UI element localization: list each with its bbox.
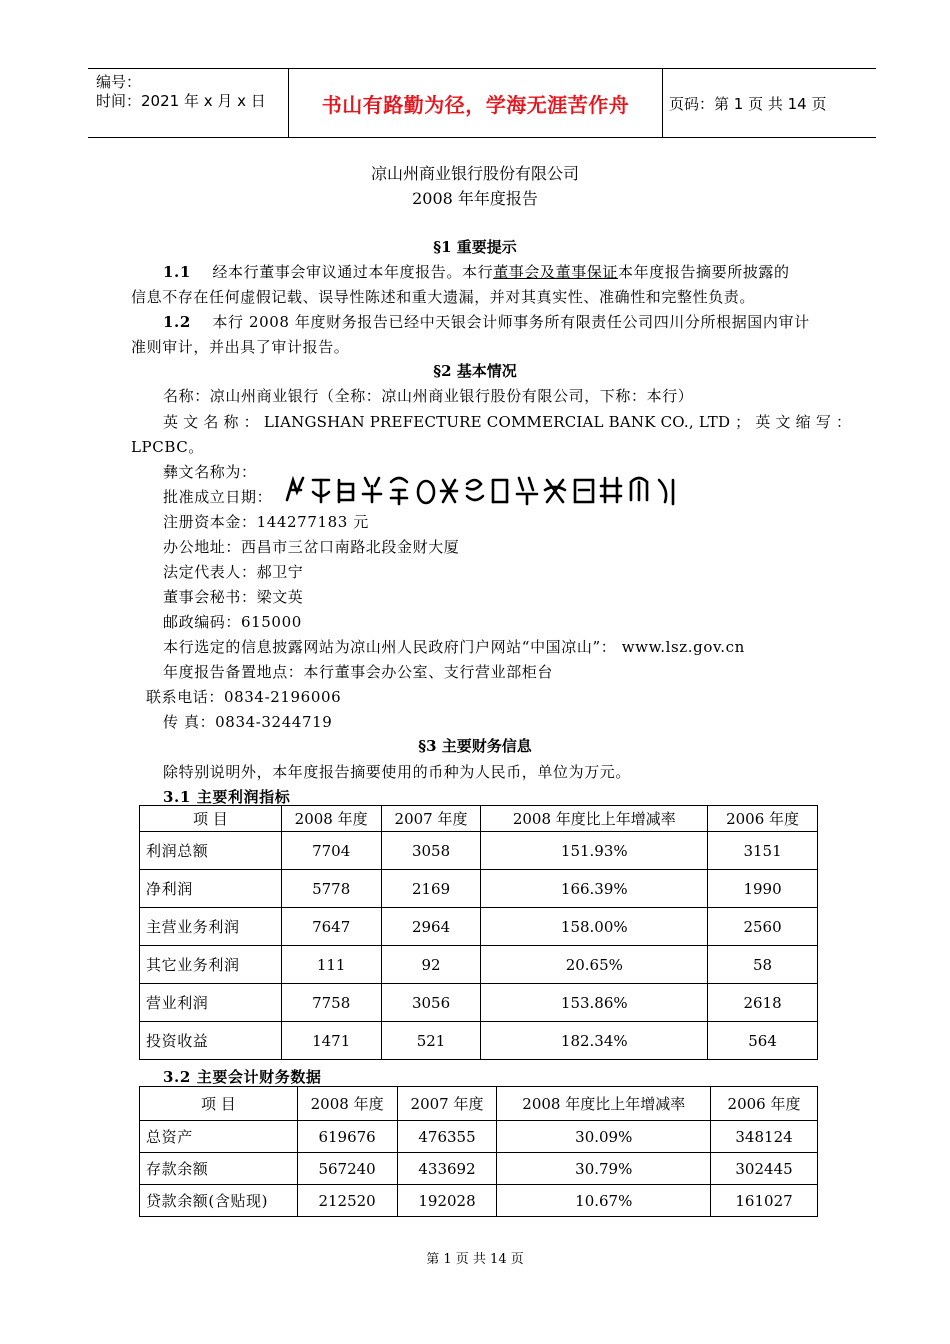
section3-heading: §3 主要财务信息 (418, 737, 532, 755)
table-row (140, 908, 818, 946)
section1-para2-line1 (163, 311, 810, 332)
table-row (140, 984, 818, 1022)
table-cell: 20.65% (481, 946, 708, 984)
column-header: 2006 年度 (708, 806, 818, 832)
section1-para1-line1 (163, 261, 790, 282)
table-row (140, 832, 818, 870)
table-cell: 348124 (711, 1121, 818, 1153)
table-cell: 564 (708, 1022, 818, 1060)
table-row (140, 1153, 818, 1185)
table-cell: 30.09% (497, 1121, 711, 1153)
table-cell: 212520 (297, 1185, 397, 1217)
table-cell: 30.79% (497, 1153, 711, 1185)
table-cell: 7704 (281, 832, 381, 870)
registered-capital-label: 注册资本金： (163, 513, 257, 531)
column-header: 项 目 (140, 806, 282, 832)
table-row (140, 1022, 818, 1060)
table-cell: 58 (708, 946, 818, 984)
table-cell: 2964 (381, 908, 481, 946)
postcode: 邮政编码：615000 (163, 613, 302, 631)
table-cell: 7758 (281, 984, 381, 1022)
page-footer: 第 1 页 共 14 页 (426, 1252, 524, 1267)
column-header: 2007 年度 (397, 1087, 497, 1121)
column-header: 2006 年度 (711, 1087, 818, 1121)
table-cell: 2169 (381, 870, 481, 908)
yi-script-icon (283, 470, 683, 510)
para-number: 1.1 (163, 263, 191, 281)
table-cell: 153.86% (481, 984, 708, 1022)
table-cell: 1990 (708, 870, 818, 908)
table-cell: 161027 (711, 1185, 818, 1217)
row-label: 存款余额 (140, 1153, 298, 1185)
table-header-row (140, 806, 818, 832)
table-cell: 521 (381, 1022, 481, 1060)
page-code: 页码：第 1 页 共 14 页 (669, 94, 827, 113)
english-name-line1: 英 文 名 称 ： LIANGSHAN PREFECTURE COMMERCIAL BANK CO., LTD ； 英 文 缩 写 ： (163, 413, 852, 431)
header-page-cell (661, 69, 876, 137)
header-meta (88, 69, 288, 137)
table-cell: 3056 (381, 984, 481, 1022)
page-header (88, 68, 876, 138)
currency-note: 除特别说明外，本年度报告摘要使用的币种为人民币，单位为万元。 (163, 763, 632, 781)
section2-heading: §2 基本情况 (433, 362, 517, 380)
column-header: 2008 年度比上年增减率 (497, 1087, 711, 1121)
column-header: 项 目 (140, 1087, 298, 1121)
time-label: 时间：2021 年 x 月 x 日 (96, 92, 266, 110)
table-row (140, 870, 818, 908)
table-cell: 3058 (381, 832, 481, 870)
table-cell: 151.93% (481, 832, 708, 870)
column-header: 2008 年度比上年增减率 (481, 806, 708, 832)
section1-para1-line2: 信息不存在任何虚假记载、误导性陈述和重大遗漏，并对其真实性、准确性和完整性负责。 (131, 288, 756, 306)
table-cell: 1471 (281, 1022, 381, 1060)
report-title: 2008 年年度报告 (412, 189, 538, 208)
table-cell: 619676 (297, 1121, 397, 1153)
row-label: 其它业务利润 (140, 946, 282, 984)
section1-heading: §1 重要提示 (433, 238, 517, 256)
row-label: 主营业务利润 (140, 908, 282, 946)
website-info: 本行选定的信息披露网站为凉山州人民政府门户网站“中国凉山”： www.lsz.gov.cn (163, 638, 745, 656)
board-secretary: 董事会秘书：梁文英 (163, 588, 304, 606)
profit-indicators-table (139, 805, 818, 1060)
table-cell: 192028 (397, 1185, 497, 1217)
table-cell: 158.00% (481, 908, 708, 946)
table-cell: 182.34% (481, 1022, 708, 1060)
report-location: 年度报告备置地点：本行董事会办公室、支行营业部柜台 (163, 663, 554, 681)
para-number: 1.2 (163, 313, 191, 331)
row-label: 总资产 (140, 1121, 298, 1153)
table-row (140, 946, 818, 984)
para-text: 经本行董事会审议通过本年度报告。本行 (212, 263, 494, 281)
table-cell: 433692 (397, 1153, 497, 1185)
accounting-data-table (139, 1086, 818, 1217)
table-row (140, 1121, 818, 1153)
table-cell: 111 (281, 946, 381, 984)
table-cell: 166.39% (481, 870, 708, 908)
table-cell: 2618 (708, 984, 818, 1022)
para-text: 本行 2008 年度财务报告已经中天银会计师事务所有限责任公司四川分所根据国内审计 (212, 313, 810, 331)
slogan: 书山有路勤为径，学海无涯苦作舟 (321, 92, 630, 117)
table-header-row (140, 1087, 818, 1121)
table-cell: 476355 (397, 1121, 497, 1153)
table-row (140, 1185, 818, 1217)
section1-para2-line2: 准则审计，并出具了审计报告。 (131, 338, 350, 356)
table-cell: 92 (381, 946, 481, 984)
approval-date-label: 批准成立日期： (163, 488, 273, 506)
para-text: 本年度报告摘要所披露的 (618, 263, 790, 281)
office-address: 办公地址：西昌市三岔口南路北段金财大厦 (163, 538, 460, 556)
column-header: 2007 年度 (381, 806, 481, 832)
registered-capital (163, 511, 369, 532)
bank-name: 名称：凉山州商业银行（全称：凉山州商业银行股份有限公司，下称：本行） (163, 387, 694, 405)
number-label: 编号： (96, 73, 142, 91)
header-slogan-cell (288, 69, 663, 137)
table-cell: 10.67% (497, 1185, 711, 1217)
column-header: 2008 年度 (297, 1087, 397, 1121)
table2-title: 3.2 主要会计财务数据 (163, 1068, 322, 1086)
column-header: 2008 年度 (281, 806, 381, 832)
row-label: 净利润 (140, 870, 282, 908)
row-label: 投资收益 (140, 1022, 282, 1060)
company-title: 凉山州商业银行股份有限公司 (370, 164, 579, 183)
table-cell: 302445 (711, 1153, 818, 1185)
table-cell: 567240 (297, 1153, 397, 1185)
english-name-line2: LPCBC。 (131, 438, 204, 456)
table1-title: 3.1 主要利润指标 (163, 788, 291, 806)
table-cell: 3151 (708, 832, 818, 870)
yi-name-label: 彝文名称为： (163, 463, 257, 481)
table-cell: 5778 (281, 870, 381, 908)
table-cell: 2560 (708, 908, 818, 946)
underlined-text: 董事会及董事保证 (493, 263, 619, 281)
table-cell: 7647 (281, 908, 381, 946)
registered-capital-value: 144277183 元 (256, 513, 369, 531)
fax: 传 真：0834-3244719 (163, 713, 333, 731)
row-label: 利润总额 (140, 832, 282, 870)
contact-phone: 联系电话：0834-2196006 (146, 688, 342, 706)
row-label: 营业利润 (140, 984, 282, 1022)
row-label: 贷款余额(含贴现) (140, 1185, 298, 1217)
legal-representative: 法定代表人：郝卫宁 (163, 563, 304, 581)
